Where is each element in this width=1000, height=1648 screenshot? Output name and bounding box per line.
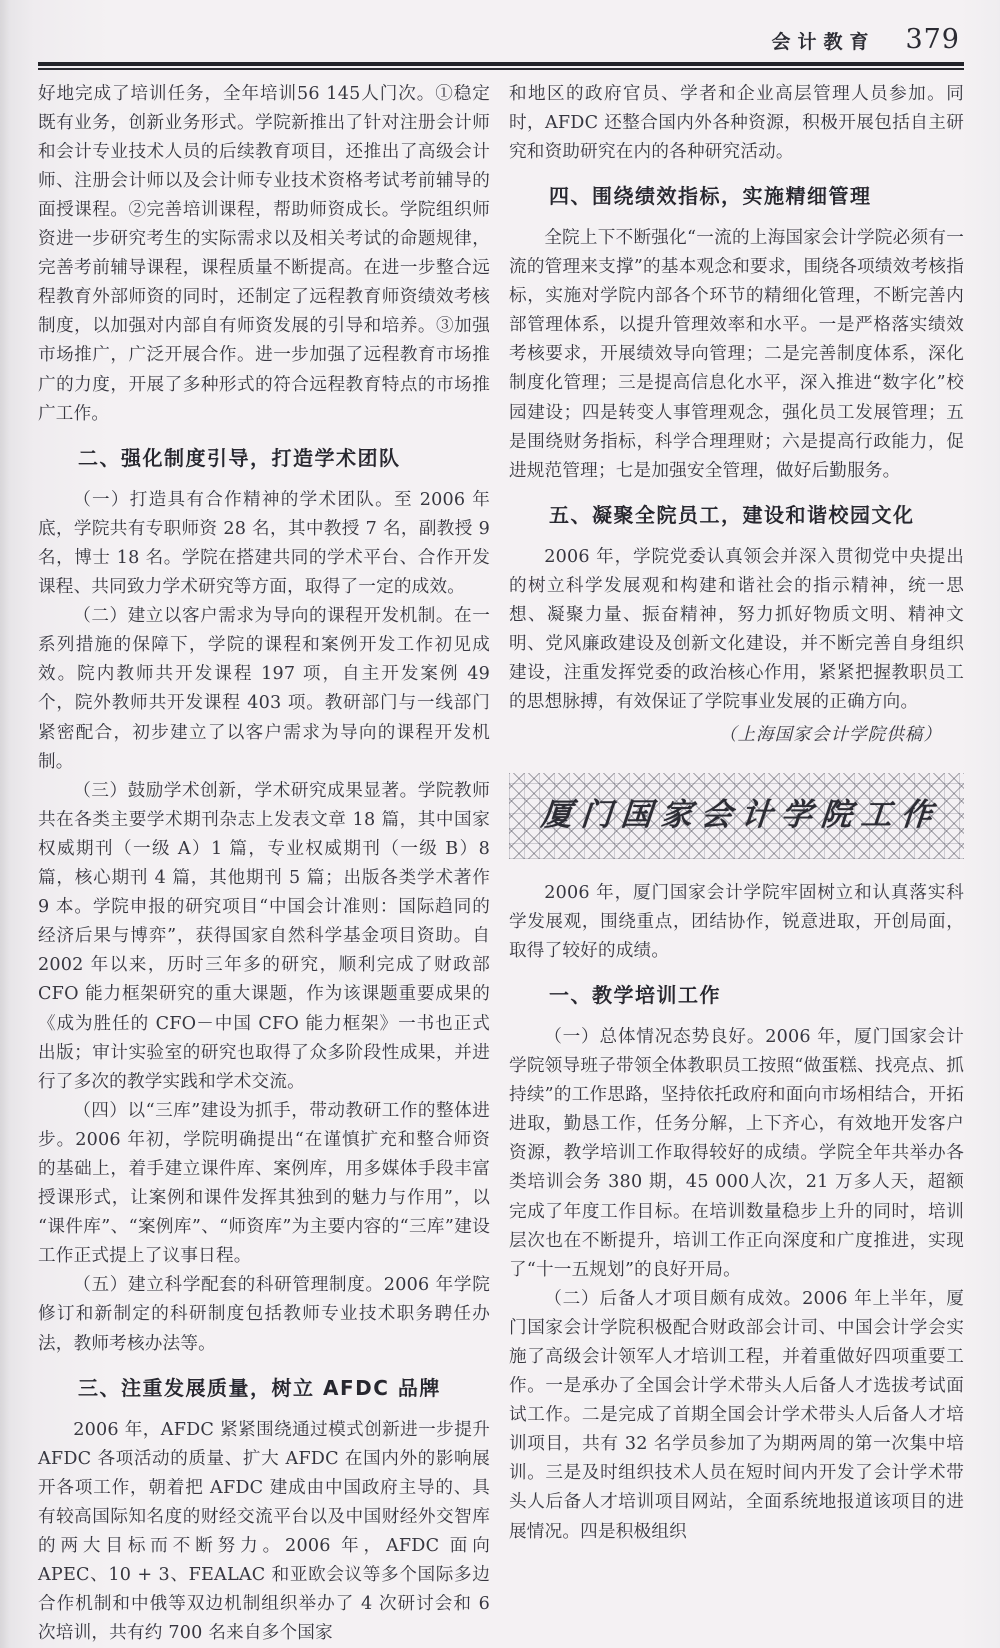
paragraph: （五）建立科学配套的科研管理制度。2006 年学院修订和新制定的科研制度包括教师专业技术职务聘任办法，教师考核办法等。 [38, 1275, 490, 1354]
attribution-line: （上海国家会计学院供稿） [718, 725, 942, 746]
section-heading-4: 四、围绕绩效指标，实施精细管理 [549, 183, 872, 208]
paragraph: （三）鼓励学术创新，学术研究成果显著。学院教师共在各类主要学术期刊杂志上发表文章 18 篇，其中国家权威期刊（一级 A）1 篇，专业权威期刊（一级 B）8 篇，核心期刊 4 篇，其他期刊 5 篇；出版各类学术著作 9 本。学院申报的研究项目“中国会计准则：国际趋同的经济后果与博弈”，获得国家自然科学基金项目资助。自 2002 年以来，历时三年多的研究，顺利完成了财政部 CFO 能力框架研究的重大课题，作为该课题重要成果的《成为胜任的 CFO－中国 CFO 能力框架》一书也正式出版；审计实验室的研究也取得了众多阶段性成果，并进行了多次的教学实践和学术交流。 [38, 780, 490, 1092]
running-head-section-title: 会计教育 [771, 31, 876, 53]
right-column [509, 80, 964, 1648]
page-number: 379 [905, 24, 960, 55]
section-heading-3: 三、注重发展质量，树立 AFDC 品牌 [78, 1375, 441, 1400]
header-rule-thick [38, 62, 964, 66]
article-title: 厦门国家会计学院工作 [538, 797, 943, 834]
left-column [38, 80, 490, 1648]
paragraph-continuation: 好地完成了培训任务，全年培训56 145人门次。①稳定既有业务，创新业务形式。学院新推出了针对注册会计师和会计专业技术人员的后续教育项目，还推出了高级会计师、注册会计师以及会计师专业技术资格考试考前辅导的面授课程。②完善培训课程，帮助师资成长。学院组织师资进一步研究考生的实际需求以及相关考试的命题规律，完善考前辅导课程，课程质量不断提高。在进一步整合远程教育外部师资的同时，还制定了远程教育师资绩效考核制度，以加强对内部自有师资发展的引导和培养。③加强市场推广，广泛开展合作。进一步加强了远程教育市场推广的力度，开展了多种形式的符合远程教育特点的市场推广工作。 [38, 83, 490, 424]
paragraph: 2006 年，厦门国家会计学院牢固树立和认真落实科学发展观，围绕重点，团结协作，锐意进取，开创局面，取得了较好的成绩。 [509, 882, 964, 961]
section-heading-2: 二、强化制度引导，打造学术团队 [78, 445, 401, 470]
paragraph: 全院上下不断强化“一流的上海国家会计学院必须有一流的管理来支撑”的基本观念和要求，围绕各项绩效考核指标，实施对学院内部各个环节的精细化管理，不断完善内部管理体系，以提升管理效率和水平。一是严格落实绩效考核要求，开展绩效导向管理；二是完善制度体系，深化制度化管理；三是提高信息化水平，深入推进“数字化”校园建设；四是转变人事管理观念，强化员工发展管理；五是围绕财务指标，科学合理理财；六是提高行政能力，促进规范管理；七是加强安全管理，做好后勤服务。 [509, 227, 964, 481]
paragraph: （二）建立以客户需求为导向的课程开发机制。在一系列措施的保障下，学院的课程和案例开发工作初见成效。院内教师共开发课程 197 项，自主开发案例 49 个，院外教师共开发课程 403 项。教研部门与一线部门紧密配合，初步建立了以客户需求为导向的课程开发机制。 [38, 606, 490, 772]
paragraph: （二）后备人才项目颇有成效。2006 年上半年，厦门国家会计学院积极配合财政部会计司、中国会计学会实施了高级会计领军人才培训工程，并着重做好四项重要工作。一是承办了全国会计学术带头人后备人才选拔考试面试工作。二是完成了首期全国会计学术带头人后备人才培训项目，共有 32 名学员参加了为期两周的第一次集中培训。三是及时组织技术人员在短时间内开发了会计学术带头人后备人才培训项目网站，全面系统地报道该项目的进展情况。四是积极组织 [509, 1288, 964, 1542]
section-heading-1: 一、教学培训工作 [549, 982, 721, 1007]
header-rule-thin [38, 68, 964, 70]
page-header [38, 24, 964, 58]
article-title-banner [509, 773, 964, 859]
paragraph: （四）以“三库”建设为抓手，带动教研工作的整体进步。2006 年初，学院明确提出“在谨慎扩充和整合师资的基础上，着手建立课件库、案例库，用多媒体手段丰富授课形式，让案例和课件发挥其独到的魅力与作用”，以“课件库”、“案例库”、“师资库”为主要内容的“三库”建设工作正式提上了议事日程。 [38, 1100, 490, 1267]
paragraph: 2006 年，AFDC 紧紧围绕通过模式创新进一步提升 AFDC 各项活动的质量、扩大 AFDC 在国内外的影响展开各项工作，朝着把 AFDC 建成由中国政府主导的、具有较高国际知名度的财经交流平台以及中国财经外交智库的两大目标而不断努力。2006 年，AFDC 面向 APEC、10 + 3、FEALAC 和亚欧会议等多个国际多边合作机制和中俄等双边机制组织举办了 4 次研讨会和 6 次培训，共有约 700 名来自多个国家 [38, 1419, 490, 1644]
section-heading-5: 五、凝聚全院员工，建设和谐校园文化 [549, 502, 915, 527]
paragraph: 2006 年，学院党委认真领会并深入贯彻党中央提出的树立科学发展观和构建和谐社会的指示精神，统一思想、凝聚力量、振奋精神，努力抓好物质文明、精神文明、党风廉政建设及创新文化建设，并不断完善自身组织建设，注重发挥党委的政治核心作用，紧紧把握教职员工的思想脉搏，有效保证了学院事业发展的正确方向。 [509, 546, 964, 713]
paragraph: （一）总体情况态势良好。2006 年，厦门国家会计学院领导班子带领全体教职员工按照“做蛋糕、找亮点、抓持续”的工作思路，坚持依托政府和面向市场相结合，开拓进取，勤恳工作，任务分解，上下齐心，有效地开发客户资源，教学培训工作取得较好的成绩。学院全年共举办各类培训会务 380 期，45 000人次，21 万多人天，超额完成了年度工作目标。在培训数量稳步上升的同时，培训层次也在不断提升，培训工作正向深度和广度推进，实现了“十一五规划”的良好开局。 [509, 1026, 964, 1280]
two-column-body [38, 80, 964, 1648]
paragraph-continuation: 和地区的政府官员、学者和企业高层管理人员参加。同时，AFDC 还整合国内外各种资源，积极开展包括自主研究和资助研究在内的各种研究活动。 [509, 83, 964, 162]
paragraph: （一）打造具有合作精神的学术团队。至 2006 年底，学院共有专职师资 28 名，其中教授 7 名，副教授 9 名，博士 18 名。学院在搭建共同的学术平台、合作开发课程、共同致力学术研究等方面，取得了一定的成效。 [38, 489, 490, 598]
